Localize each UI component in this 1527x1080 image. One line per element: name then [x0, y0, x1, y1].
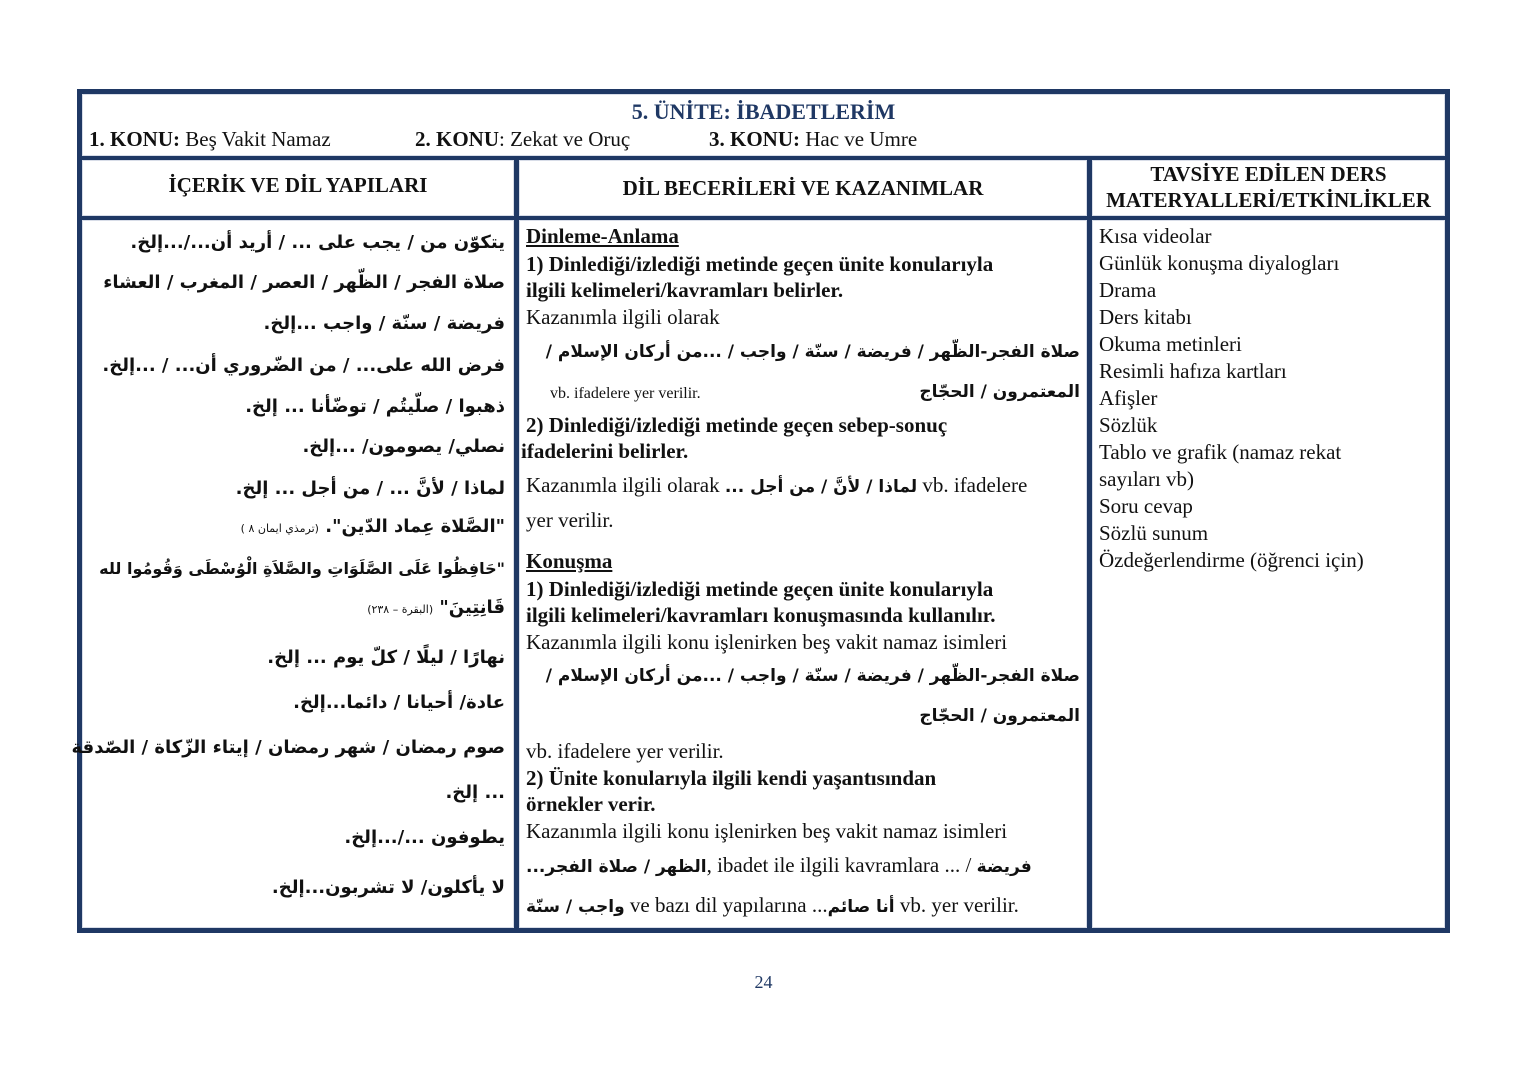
note-part: vb. yer verilir. — [894, 893, 1019, 917]
content-line: يتكوّن من / يجب على ... / أريد أن.../...إلخ. — [130, 232, 505, 253]
curriculum-table — [71, 89, 1450, 933]
note-text — [526, 852, 1032, 880]
material-item: Afişler — [1099, 386, 1158, 410]
arabic-part: لماذا / لأنَّ / من أجل ... — [724, 477, 918, 497]
verse-text: قَانِتِينَ" — [439, 597, 505, 618]
content-line: عادة/ أحيانا / دائما...إلخ. — [293, 692, 505, 713]
objective-text: ifadelerini belirler. — [521, 439, 689, 463]
material-item: sayıları vb) — [1099, 467, 1195, 491]
hadith-text: "الصَّلاة عِماد الدّين". — [325, 516, 505, 537]
note-part: Kazanımla ilgili olarak — [526, 473, 725, 497]
note-text — [526, 892, 1019, 920]
arabic-part: واجب / سنّة — [526, 897, 625, 917]
header-middle-text: DİL BECERİLERİ VE KAZANIMLAR — [622, 176, 984, 200]
content-line: فريضة / سنّة / واجب ...إلخ. — [263, 313, 505, 334]
topic-name: : Zekat ve Oruç — [499, 127, 631, 151]
content-line: نصلي/ يصومون/ ...إلخ. — [302, 436, 505, 457]
topic-3 — [709, 126, 917, 152]
material-item: Okuma metinleri — [1099, 332, 1242, 356]
material-item: Ders kitabı — [1099, 305, 1192, 329]
note-part: ve bazı dil yapılarına ... — [624, 893, 828, 917]
material-item: Soru cevap — [1099, 494, 1193, 518]
note-text: Kazanımla ilgili olarak — [526, 305, 720, 329]
note-text: Kazanımla ilgili konu işlenirken beş vakit namaz isimleri — [526, 819, 1008, 843]
verse-line — [367, 595, 505, 623]
objective-text: 1) Dinlediği/izlediği metinde geçen ünite konularıyla — [526, 577, 994, 601]
note-text: vb. ifadelere yer verilir. — [550, 385, 701, 402]
topic-name: Beş Vakit Namaz — [185, 127, 331, 151]
arabic-part: أنا صائم — [827, 897, 895, 917]
note-text: Kazanımla ilgili konu işlenirken beş vakit namaz isimleri — [526, 630, 1008, 654]
arabic-examples: صلاة الفجر-الظّهر / فريضة / سنّة / واجب / ...من أركان الإسلام / — [545, 666, 1080, 686]
arabic-part: الظهر / صلاة الفجر... — [526, 857, 707, 877]
note-part: , ibadet ile ilgili kavramlara ... / — [706, 853, 977, 877]
content-line: صلاة الفجر / الظّهر / العصر / المغرب / العشاء — [103, 272, 505, 293]
header-right — [1091, 159, 1446, 217]
topic-label: 2. KONU — [415, 127, 499, 151]
content-line: فرض الله على... / من الضّروري أن... / ...إلخ. — [102, 355, 505, 376]
content-line: نهارًا / ليلًا / كلّ يوم ... إلخ. — [267, 647, 505, 668]
section-title-speaking: Konuşma — [526, 549, 613, 573]
materials-column — [1091, 219, 1446, 929]
arabic-part: فريضة — [976, 857, 1032, 877]
note-text: yer verilir. — [526, 508, 614, 532]
arabic-examples: المعتمرون / الحجّاج — [919, 382, 1080, 402]
hadith-source: (ترمذي ايمان ٨ ) — [240, 522, 319, 535]
material-item: Sözlü sunum — [1099, 521, 1209, 545]
material-item: Sözlük — [1099, 413, 1158, 437]
header-left-text: İÇERİK VE DİL YAPILARI — [168, 173, 428, 197]
topic-label: 1. KONU: — [89, 127, 180, 151]
content-line: لماذا / لأنَّ ... / من أجل ... إلخ. — [235, 478, 505, 499]
header-right-text-2: MATERYALLERİ/ETKİNLİKLER — [1106, 188, 1431, 212]
content-line: يطوفون .../...إلخ. — [344, 827, 505, 848]
note-text — [526, 472, 1027, 500]
topic-2 — [415, 126, 630, 152]
material-item: Tablo ve grafik (namaz rekat — [1099, 440, 1342, 464]
arabic-examples: صلاة الفجر-الظّهر / فريضة / سنّة / واجب / ...من أركان الإسلام / — [545, 342, 1080, 362]
content-line: ذهبوا / صلّيتُم / توضّأنا ... إلخ. — [245, 396, 505, 417]
unit-title-cell — [81, 93, 1446, 157]
verse-line: "حَافِظُوا عَلَى الصَّلَوَاتِ والصَّلاَةِ الْوُسْطَى وَقُومُوا لله — [99, 559, 505, 578]
topic-label: 3. KONU: — [709, 127, 800, 151]
topic-name: Hac ve Umre — [805, 127, 918, 151]
note-text: vb. ifadelere yer verilir. — [526, 739, 724, 763]
header-middle — [518, 159, 1088, 217]
material-item: Günlük konuşma diyalogları — [1099, 251, 1340, 275]
header-right-text-1: TAVSİYE EDİLEN DERS — [1150, 162, 1387, 186]
material-item: Özdeğerlendirme (öğrenci için) — [1099, 548, 1364, 572]
note-part: vb. ifadelere — [917, 473, 1028, 497]
content-line: صوم رمضان / شهر رمضان / إيتاء الزّكاة / الصّدقة — [71, 737, 505, 758]
objective-text: 1) Dinlediği/izlediği metinde geçen ünite konularıyla — [526, 252, 994, 276]
unit-title: 5. ÜNİTE: İBADETLERİM — [631, 99, 896, 124]
verse-source: (البقرة – ٢٣٨) — [367, 603, 434, 616]
page-number: 24 — [754, 972, 773, 992]
objective-text: ilgili kelimeleri/kavramları belirler. — [526, 278, 844, 302]
hadith-line — [241, 514, 505, 542]
content-line: لا يأكلون/ لا تشربون...إلخ. — [271, 877, 505, 898]
material-item: Resimli hafıza kartları — [1099, 359, 1287, 383]
content-line: ... إلخ. — [445, 782, 505, 803]
objective-text: 2) Ünite konularıyla ilgili kendi yaşantısından — [526, 766, 937, 790]
content-column — [71, 219, 515, 929]
topic-1 — [89, 126, 331, 152]
section-title-listening: Dinleme-Anlama — [526, 224, 679, 248]
objective-text: ilgili kelimeleri/kavramları konuşmasında kullanılır. — [526, 603, 996, 627]
objective-text: 2) Dinlediği/izlediği metinde geçen sebep-sonuç — [526, 413, 948, 437]
material-item: Kısa videolar — [1099, 224, 1212, 248]
objective-text: örnekler verir. — [526, 792, 656, 816]
arabic-examples: المعتمرون / الحجّاج — [919, 706, 1080, 726]
header-left — [81, 159, 515, 217]
material-item: Drama — [1099, 278, 1157, 302]
skills-column — [518, 219, 1088, 929]
